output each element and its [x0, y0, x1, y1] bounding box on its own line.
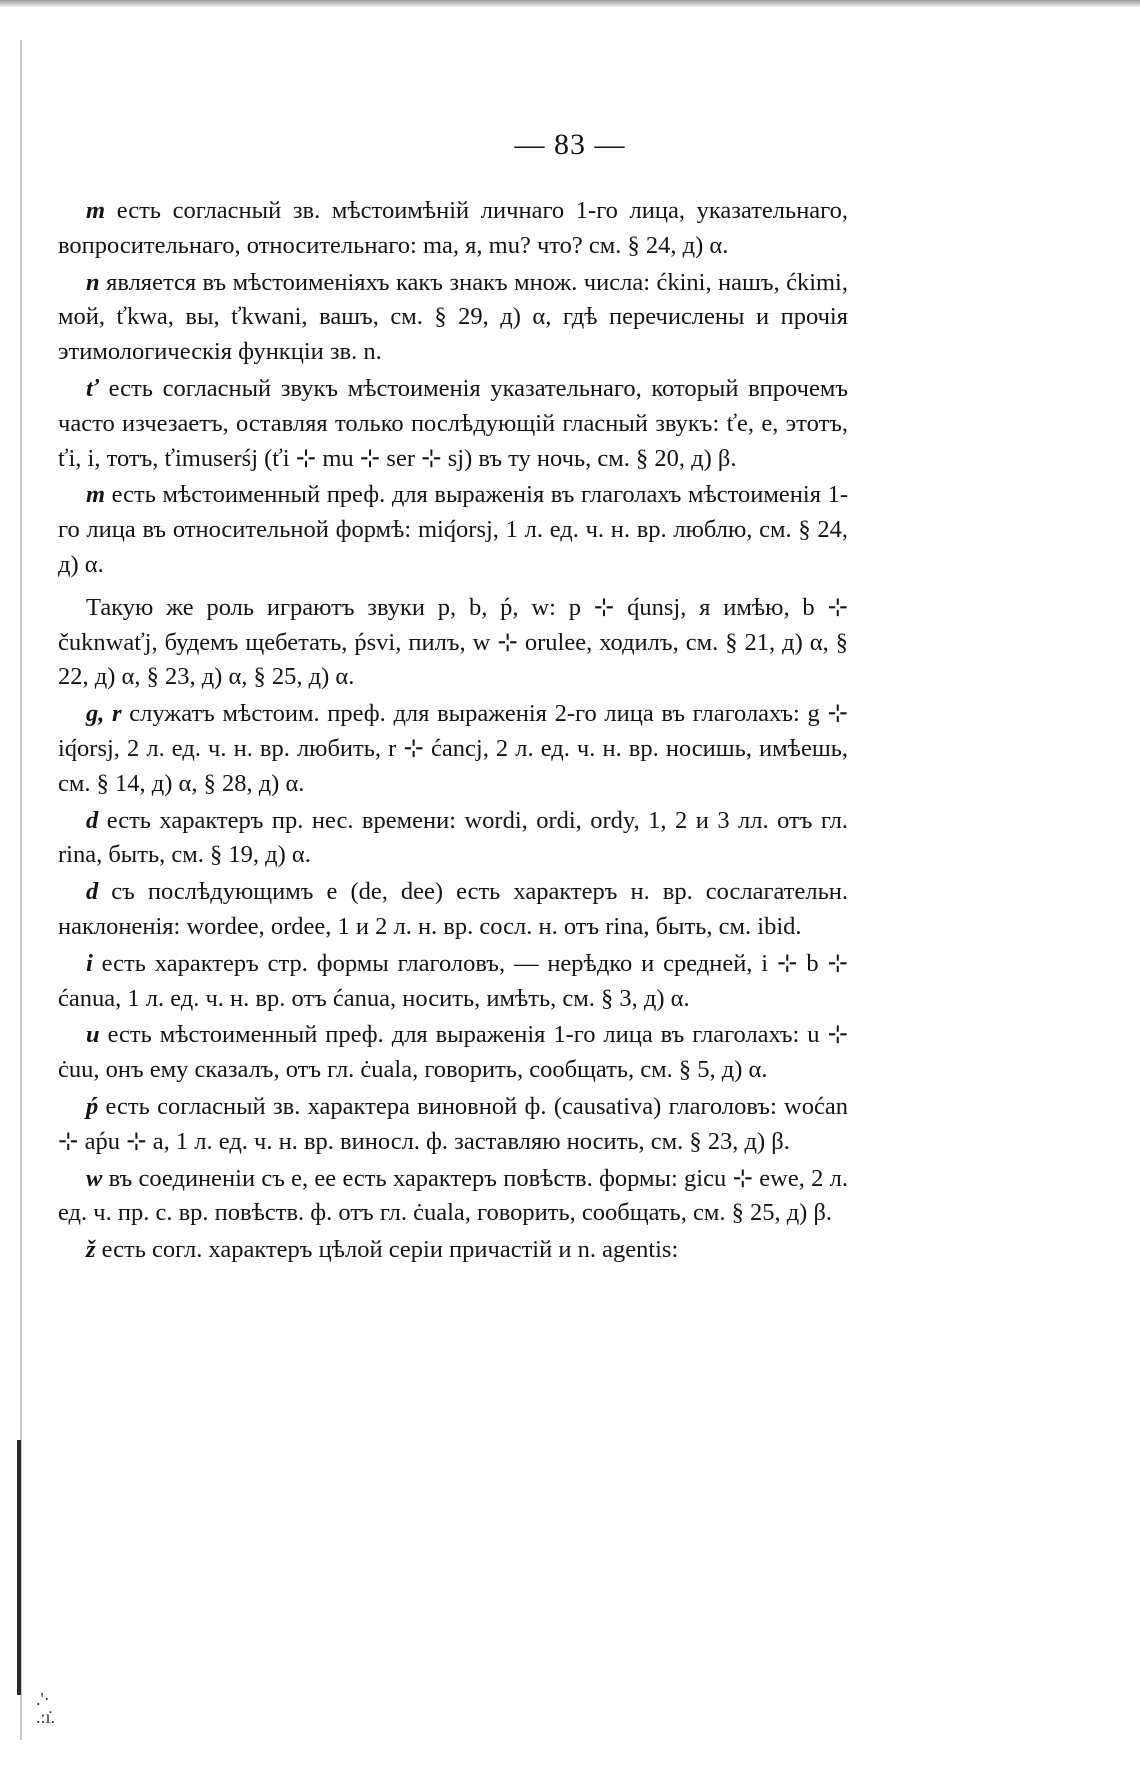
entry-w-narrative	[58, 1162, 848, 1232]
entry-text: есть мѣстоименный преф. для выраженія въ глаголахъ мѣстоименія 1-го лица въ относительной формѣ: miq́orsj, 1 л. ед. ч. н. вр. люблю, см. § 24, д) α.	[58, 481, 848, 578]
entry-symbol: i	[86, 949, 93, 977]
entry-text: является въ мѣстоименіяхъ какъ знакъ множ. числа: ćkini, нашъ, ćkimi, мой, ťkwa, вы, ťkwani, вашъ, см. § 29, д) α, гдѣ перечислены и прочія этимологическія функціи зв. n.	[58, 268, 848, 366]
entry-text: Такую же роль играютъ звуки p, b, ṕ, w: p ⊹ q́unsj, я имѣю, b ⊹ čuknwaťj, будемъ щебетать, ṕsvi, пилъ, w ⊹ orulee, ходилъ, см. § 21, д) α, § 22, д) α, § 23, д) α, § 25, д) α.	[58, 593, 848, 691]
scan-speckle: .'· .:ı̇.	[36, 1689, 56, 1727]
entry-p-causative	[58, 1090, 848, 1160]
scan-binding-shadow	[17, 1440, 21, 1695]
entry-m-prefix	[58, 478, 848, 582]
entry-m-pronoun	[58, 194, 848, 264]
entry-symbol: u	[86, 1021, 100, 1049]
entry-text: служатъ мѣстоим. преф. для выраженія 2-го лица въ глаголахъ: g ⊹ iq́orsj, 2 л. ед. ч. н. вр. любить, r ⊹ ćancj, 2 л. ед. ч. н. вр. носишь, имѣешь, см. § 14, д) α, § 28, д) α.	[58, 700, 848, 797]
entry-symbol: n	[86, 268, 100, 296]
entry-symbol: ť	[86, 374, 100, 402]
entry-symbol: ž	[86, 1236, 96, 1264]
entry-symbol: g, r	[86, 700, 122, 728]
entry-text: есть согласный зв. мѣстоимѣній личнаго 1-го лица, указательнаго, вопросительнаго, относительнаго: ma, я, mu? что? см. § 24, д) α.	[58, 197, 848, 259]
entry-d-subjunctive	[58, 875, 848, 945]
entry-symbol: w	[86, 1164, 103, 1192]
page-body	[58, 194, 848, 1268]
entry-n-plural	[58, 266, 848, 370]
entry-z-participle	[58, 1233, 848, 1268]
page-number: — 83 —	[514, 128, 626, 161]
entry-text: въ соединеніи съ e, ee есть характеръ повѣств. формы: gicu ⊹ ewe, 2 л. ед. ч. пр. с. вр. повѣств. ф. отъ гл. ċuala, говорить, сообщать, см. § 25, д) β.	[58, 1164, 848, 1227]
entry-pbw-sounds	[58, 591, 848, 695]
entry-symbol: d	[86, 878, 99, 906]
entry-t-demonstrative	[58, 372, 848, 476]
entry-i-passive	[58, 947, 848, 1017]
entry-text: есть характеръ пр. нес. времени: wordi, ordi, ordy, 1, 2 и 3 лл. отъ гл. rina, быть, см. § 19, д) α.	[58, 806, 848, 869]
entry-symbol: m	[86, 197, 106, 224]
entry-text: есть согласный зв. характера виновной ф. (causativa) глаголовъ: woćan ⊹ aṕu ⊹ a, 1 л. ед. ч. н. вр. виносл. ф. заставляю носить, см. § 23, д) β.	[58, 1092, 848, 1155]
entry-text: есть мѣстоименный преф. для выраженія 1-го лица въ глаголахъ: u ⊹ ċuu, онъ ему сказалъ, отъ гл. ċuala, говорить, сообщать, см. § 5, д) α.	[58, 1021, 848, 1084]
entry-symbol: d	[86, 806, 99, 834]
entry-text: съ послѣдующимъ e (de, dee) есть характеръ н. вр. сослагательн. наклоненія: wordee, ordee, 1 и 2 л. н. вр. сосл. н. отъ rina, быть, см. ibid.	[58, 878, 848, 940]
entry-g-r-prefix	[58, 697, 848, 801]
entry-text: есть согл. характеръ цѣлой серіи причастій и n. agentis:	[95, 1236, 679, 1264]
entry-u-prefix	[58, 1018, 848, 1088]
entry-d-present	[58, 804, 848, 874]
scan-top-edge	[0, 0, 1140, 7]
entry-text: есть характеръ стр. формы глаголовъ, — нерѣдко и средней, i ⊹ b ⊹ ćanua, 1 л. ед. ч. н. вр. отъ ćanua, носить, имѣть, см. § 3, д) α.	[58, 949, 848, 1012]
entry-symbol: m	[86, 481, 106, 509]
entry-text: есть согласный звукъ мѣстоименія указательнаго, который впрочемъ часто изчезаетъ, оставляя только послѣдующій гласный звукъ: ťe, e, этотъ, ťi, i, тотъ, ťimuserśj (ťi ⊹ mu ⊹ ser ⊹ sj) въ ту ночь, см. § 20, д) β.	[58, 374, 848, 472]
entry-symbol: ṕ	[86, 1092, 99, 1120]
